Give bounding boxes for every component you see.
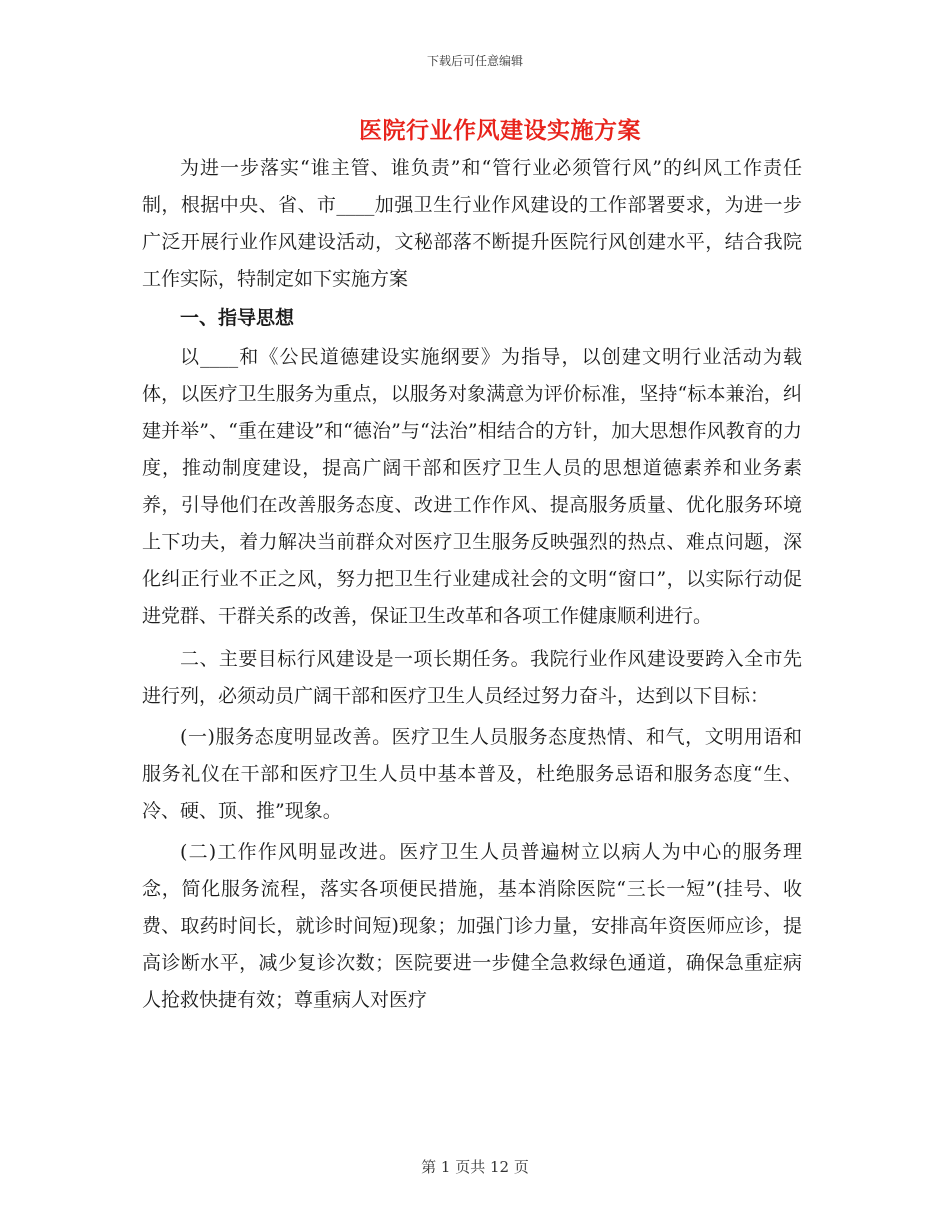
section-1-heading: 一、指导思想 bbox=[180, 307, 295, 329]
item-2-paragraph: (二)工作作风明显改进。医疗卫生人员普遍树立以病人为中心的服务理念，简化服务流程，落实各项便民措施，基本消除医院“三长一短”(挂号、收费、取药时间长，就诊时间短)现象；加强门诊力量，安排高年资医师应诊，提高诊断水平，减少复诊次数；医院要进一步健全急救绿色通道，确保急重症病人抢救快捷有效；尊重病人对医疗 bbox=[142, 841, 802, 1011]
page-number: 第 1 页共 12 页 bbox=[421, 1158, 529, 1176]
intro-paragraph: 为进一步落实“谁主管、谁负责”和“管行业必须管行风”的纠风工作责任制，根据中央、省、市____加强卫生行业作风建设的工作部署要求，为进一步广泛开展行业作风建设活动，文秘部落不断提升医院行风创建水平，结合我院工作实际，特制定如下实施方案 bbox=[142, 157, 802, 290]
section-1-paragraph: 以____和《公民道德建设实施纲要》为指导，以创建文明行业活动为载体，以医疗卫生服务为重点，以服务对象满意为评价标准，坚持“标本兼治，纠建并举”、“重在建设”和“德治”与“法治”相结合的方针，加大思想作风教育的力度，推动制度建设，提高广阔干部和医疗卫生人员的思想道德素养和业务素养，引导他们在改善服务态度、改进工作作风、提高服务质量、优化服务环境上下功夫，着力解决当前群众对医疗卫生服务反映强烈的热点、难点问题，深化纠正行业不正之风，努力把卫生行业建成社会的文明“窗口”，以实际行动促进党群、干群关系的改善，保证卫生改革和各项工作健康顺利进行。 bbox=[142, 346, 802, 627]
section-2-paragraph: 二、主要目标行风建设是一项长期任务。我院行业作风建设要跨入全市先进行列，必须动员广阔干部和医疗卫生人员经过努力奋斗，达到以下目标： bbox=[142, 648, 802, 707]
page-header-note: 下载后可任意编辑 bbox=[426, 54, 523, 68]
document-body bbox=[142, 150, 802, 1021]
item-1-paragraph: (一)服务态度明显改善。医疗卫生人员服务态度热情、和气，文明用语和服务礼仪在干部和医疗卫生人员中基本普及，杜绝服务忌语和服务态度“生、冷、硬、顶、推”现象。 bbox=[142, 726, 802, 822]
document-title: 医院行业作风建设实施方案 bbox=[359, 117, 641, 144]
